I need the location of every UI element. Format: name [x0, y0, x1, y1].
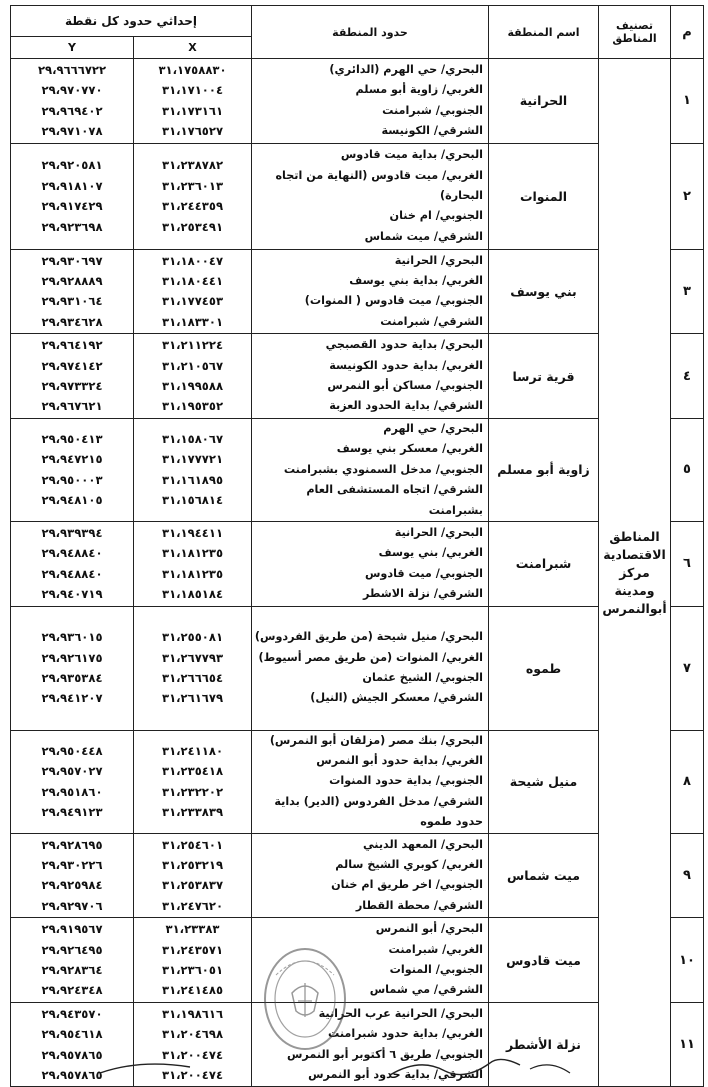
coord-x-value: ٣١،٢٤١١٨٠: [162, 743, 224, 758]
coord-y-value: ٢٩،٩٧٣٣٢٤: [41, 379, 103, 394]
boundaries-cell: [252, 606, 489, 730]
coord-y-value: ٢٩،٩٢٨٦٩٥: [41, 837, 103, 852]
economic-zones-table: [10, 5, 704, 1087]
coord-x-value: ٣١،٢٦٧٧٩٣: [162, 650, 224, 665]
coord-x-value: ٣١،٢٥٣٤٩١: [162, 219, 224, 234]
header-classification: تصنيف المناطق: [599, 6, 671, 59]
boundary-line: الشرقي/ بداية الحدود العزبة: [329, 399, 484, 413]
boundary-line: الغربي/ المنوات (من طريق مصر أسيوط): [258, 650, 484, 664]
boundary-line: الجنوبي/ المنوات: [389, 963, 484, 976]
area-name: ميت شماس: [489, 833, 599, 918]
boundary-line: البحري/ الحرانية: [394, 253, 484, 267]
boundary-line: الغربي/ شبرامنت: [388, 942, 484, 956]
coord-x-value: ٣١،١٨١٢٣٥: [162, 566, 224, 581]
boundary-line: البحري/ حي الهرم (الدائري): [329, 63, 484, 76]
coord-y-value: ٢٩،٩٥٠٤٤٨: [41, 743, 103, 758]
boundary-line: البحري/ بنك مصر (مزلقان أبو النمرس): [269, 733, 484, 747]
coord-x-value: ٣١،١٩٩٥٨٨: [162, 379, 224, 394]
coord-y-value: ٢٩،٩٥١٨٦٠: [41, 784, 103, 799]
boundary-line: الشرقي/ ميت شماس: [364, 229, 484, 243]
coord-x-value: ٣١،١٨٠٠٤٧: [162, 253, 224, 268]
boundary-line: الغربي/ بني يوسف: [378, 546, 484, 560]
boundary-line: الغربي/ كوبري الشيخ سالم: [335, 857, 484, 871]
boundary-line: الجنوبي/ ام خنان: [389, 209, 484, 223]
boundaries-cell: [252, 143, 489, 249]
boundaries-cell: [252, 918, 489, 1003]
classification-cell: المناطق الاقتصادية مركز ومدينة أبوالنمرس: [599, 59, 671, 1087]
coord-y-value: ٢٩،٩٧١٠٧٨: [41, 124, 103, 139]
coord-y-value: ٢٩،٩٢٨٨٨٩: [41, 274, 103, 289]
coord-x-value: ٣١،٢٣٨٧٨٢: [162, 158, 224, 173]
boundary-line: البحري/ بداية ميت قادوس: [340, 148, 484, 162]
coord-y-value: ٢٩،٩٢٦١٧٥: [41, 650, 103, 665]
coord-x-value: ٣١،١٨١٢٣٥: [162, 546, 224, 561]
coord-x-value: ٣١،٢٠٤٦٩٨: [162, 1027, 224, 1042]
row-index: ١٠: [671, 918, 704, 1003]
coord-y-value: ٢٩،٩٣٠٦٩٧: [41, 253, 103, 268]
area-name: طموه: [489, 606, 599, 730]
coord-x-cell: [134, 730, 252, 833]
coord-x-value: ٣١،٢٠٠٤٧٤: [162, 1047, 224, 1062]
coord-x-value: ٣١،٢٣٦٠٥١: [162, 963, 224, 977]
coord-y-cell: [11, 143, 134, 249]
coord-y-value: ٢٩،٩٢٠٥٨١: [41, 158, 103, 173]
coord-y-value: ٢٩،٩١٧٤٢٩: [41, 199, 103, 214]
header-x: X: [134, 37, 252, 59]
header-boundaries: حدود المنطقة: [252, 6, 489, 59]
coord-x-value: ٣١،١٨٠٤٤١: [162, 274, 224, 289]
boundary-line: الجنوبي/ طريق ٦ أكتوبر أبو النمرس: [286, 1047, 484, 1061]
boundary-line: الغربي/ معسكر بني يوسف: [336, 442, 484, 456]
coord-x-value: ٣١،١٧٥٨٨٣٠: [158, 63, 227, 77]
boundary-line: البحري/ بداية حدود القصبجي: [325, 338, 484, 352]
coord-y-value: ٢٩،٩١٩٥٦٧: [41, 922, 103, 937]
coord-y-value: ٢٩،٩٤٣٥٧٠: [41, 1006, 103, 1021]
boundary-line: الغربي/ بداية حدود الكونيسة: [329, 358, 484, 372]
coord-y-cell: [11, 59, 134, 144]
row-index: ٤: [671, 334, 704, 419]
coord-y-value: ٢٩،٩٤٩١٢٣: [41, 804, 103, 819]
coord-x-value: ٣١،٢٥٣٢١٩: [162, 857, 224, 872]
header-index: م: [671, 6, 704, 59]
boundary-line: الشرقي/ الكونيسة: [381, 124, 484, 138]
row-index: ٦: [671, 521, 704, 606]
coord-y-cell: [11, 833, 134, 918]
area-name: بني يوسف: [489, 249, 599, 334]
coord-y-value: ٢٩،٩٣٩٣٩٤: [41, 525, 103, 540]
boundary-line: الجنوبي/ مدخل السمنودي بشبرامنت: [283, 462, 484, 476]
boundary-line: البحري/ المعهد الديني: [362, 837, 484, 851]
coord-x-cell: [134, 249, 252, 334]
coord-y-value: ٢٩،٩٣٠٢٢٦: [41, 857, 103, 872]
header-y: Y: [11, 37, 134, 59]
boundary-line: الغربي/ بداية بني يوسف: [349, 274, 484, 288]
boundaries-cell: [252, 1002, 489, 1087]
header-coordinates: إحداثي حدود كل نقطة: [11, 6, 252, 37]
coord-y-value: ٢٩،٩٤٨٨٤٠: [41, 566, 103, 581]
row-index: ٥: [671, 418, 704, 521]
coord-y-value: ٢٩،٩٢٩٧٠٦: [41, 898, 103, 913]
boundary-line: الجنوبي/ ميت قادوس ( المنوات): [304, 294, 484, 308]
coord-y-value: ٢٩،٩٣٤٦٢٨: [41, 314, 103, 329]
coord-x-value: ٣١،٢٤١٤٨٥: [162, 983, 224, 998]
boundary-line: الشرقي/ معسكر الجيش (النيل): [310, 691, 484, 705]
coord-y-value: ٢٩،٩٥٧٠٢٧: [41, 764, 103, 779]
row-index: ٩: [671, 833, 704, 918]
coord-y-cell: [11, 918, 134, 1003]
coord-x-value: ٣١،١٧٧٧٢١: [162, 452, 224, 467]
coord-x-value: ٣١،١٩٥٣٥٢: [162, 399, 224, 414]
row-index: ١١: [671, 1002, 704, 1087]
coord-y-value: ٢٩،٩٧٠٧٧٠: [41, 83, 103, 98]
boundary-line: البحري/ أبو النمرس: [375, 922, 484, 936]
coord-x-value: ٣١،٢١٠٥٦٧: [162, 358, 224, 373]
row-index: ٣: [671, 249, 704, 334]
coord-x-value: ٣١،٢٥٣٨٣٧: [162, 878, 224, 893]
boundary-line: الجنوبي/ ميت قادوس: [364, 566, 484, 580]
coord-y-value: ٢٩،٩٣٥٣٨٤: [41, 671, 103, 686]
coord-x-value: ٣١،٢١١٢٢٤: [162, 338, 224, 353]
coord-y-value: ٢٩،٩٢٤٣٤٨: [41, 983, 103, 998]
boundaries-cell: [252, 418, 489, 521]
coord-y-value: ٢٩،٩٧٤١٤٢: [41, 358, 103, 373]
coord-y-value: ٢٩،٩٦٤١٩٢: [41, 338, 103, 353]
coord-x-value: ٣١،١٧١٠٠٤: [162, 83, 224, 98]
coord-y-value: ٢٩،٩١٨١٠٧: [41, 178, 103, 193]
boundary-line: الجنوبي/ مساكن أبو النمرس: [327, 379, 484, 393]
coord-x-value: ٣١،٢٤٧٦٢٠: [162, 898, 224, 913]
coord-y-cell: [11, 1002, 134, 1087]
coord-y-value: ٢٩،٩٦٦٦٧٢٢: [37, 63, 107, 77]
document: [10, 5, 703, 1087]
coord-y-value: ٢٩،٩٣٦٠١٥: [41, 630, 103, 645]
boundary-line: الشرقي/ مدخل الفردوس (الدير) بداية حدود طموه: [274, 794, 484, 829]
coord-y-value: ٢٩،٩٣١٠٦٤: [41, 294, 103, 309]
coord-x-value: ٣١،٢٤٣٥٧١: [162, 942, 224, 957]
coord-y-value: ٢٩،٩٦٩٤٠٢: [41, 103, 103, 118]
coord-y-value: ٢٩،٩٤٧٢١٥: [41, 452, 103, 467]
boundaries-cell: [252, 521, 489, 606]
coord-x-cell: [134, 418, 252, 521]
coord-x-value: ٣١،٢٥٥٠٨١: [162, 630, 224, 645]
coord-y-cell: [11, 249, 134, 334]
coord-x-cell: [134, 833, 252, 918]
boundary-line: الغربي/ زاوية أبو مسلم: [355, 83, 484, 97]
coord-y-value: ٢٩،٩٦٧٦٢١: [41, 399, 103, 414]
coord-y-value: ٢٩،٩٤٠٧١٩: [41, 587, 103, 602]
coord-x-value: ٣١،١٩٨٦١٦: [162, 1006, 224, 1021]
coord-x-cell: [134, 143, 252, 249]
coord-y-cell: [11, 418, 134, 521]
area-name: ميت قادوس: [489, 918, 599, 1003]
coord-x-cell: [134, 918, 252, 1003]
coord-x-value: ٣١،١٩٤٤١١: [162, 525, 224, 540]
row-index: ٢: [671, 143, 704, 249]
boundaries-cell: [252, 249, 489, 334]
boundary-line: الجنوبي/ بداية حدود المنوات: [329, 774, 484, 788]
coord-x-value: ٣١،٢٥٤٦٠١: [162, 837, 224, 852]
boundary-line: البحري/ منيل شيحة (من طريق الفردوس): [254, 630, 484, 644]
boundary-line: الشرقي/ اتجاه المستشفى العام بشبرامنت: [306, 483, 484, 517]
boundary-line: البحري/ حي الهرم: [383, 421, 484, 435]
coord-x-value: ٣١،١٧٦٥٢٧: [162, 124, 224, 139]
boundary-line: الشرقي/ بداية حدود أبو النمرس: [308, 1068, 484, 1082]
coord-y-value: ٢٩،٩٤١٢٠٧: [41, 691, 103, 706]
boundaries-cell: [252, 833, 489, 918]
coord-x-value: ٣١،١٥٦٨١٤: [162, 493, 224, 508]
coord-y-value: ٢٩،٩٢٣٦٩٨: [41, 219, 103, 234]
area-name: المنوات: [489, 143, 599, 249]
coord-x-value: ٣١،٢٣٢٢٠٢: [162, 784, 224, 799]
coord-x-value: ٣١،١٧٣١٦١: [162, 103, 224, 118]
area-name: نزلة الأشطر: [489, 1002, 599, 1087]
boundaries-cell: [252, 334, 489, 419]
coord-x-cell: [134, 334, 252, 419]
boundary-line: الشرقي/ محطة القطار: [355, 898, 484, 912]
boundary-line: البحري/ الحرانية عرب الحرانية: [318, 1006, 484, 1020]
boundaries-cell: [252, 59, 489, 144]
boundary-line: الغربي/ بداية حدود شبرامنت: [328, 1027, 484, 1041]
coord-y-value: ٢٩،٩٢٨٣٦٤: [41, 963, 103, 977]
coord-x-value: ٣١،١٦١٨٩٥: [162, 472, 224, 487]
coord-y-value: ٢٩،٩٤٨٨٤٠: [41, 546, 103, 561]
boundary-line: الغربي/ ميت قادوس (النهاية من اتجاه البحارة): [275, 168, 484, 202]
coord-y-value: ٢٩،٩٥٧٨٦٥: [41, 1068, 103, 1083]
boundary-line: الجنوبي/ اخر طريق ام خنان: [331, 878, 484, 892]
boundary-line: الجنوبي/ الشيخ عثمان: [362, 671, 484, 685]
boundaries-cell: [252, 730, 489, 833]
boundary-line: البحري/ الحرانية: [394, 525, 484, 539]
coord-y-value: ٢٩،٩٢٥٩٨٤: [41, 878, 103, 893]
header-area-name: اسم المنطقة: [489, 6, 599, 59]
coord-x-value: ٣١،١٥٨٠٦٧: [162, 432, 224, 447]
coord-x-cell: [134, 1002, 252, 1087]
coord-y-value: ٢٩،٩٥٤٦١٨: [41, 1027, 103, 1042]
coord-y-cell: [11, 521, 134, 606]
coord-x-cell: [134, 521, 252, 606]
boundary-line: الجنوبي/ شبرامنت: [382, 103, 484, 117]
coord-x-value: ٣١،١٨٣٣٠١: [162, 314, 224, 329]
area-name: الحرانية: [489, 59, 599, 144]
coord-y-cell: [11, 730, 134, 833]
coord-x-value: ٣١،٢٤٤٣٥٩: [162, 199, 224, 214]
table-row: [11, 59, 704, 144]
coord-x-value: ٣١،٢٦١٦٧٩: [162, 691, 224, 706]
coord-y-value: ٢٩،٩٥٠٠٠٣: [41, 472, 103, 487]
coord-x-cell: [134, 606, 252, 730]
boundary-line: الشرقي/ مي شماس: [369, 983, 484, 997]
coord-x-value: ٣١،٢٦٦٦٥٤: [162, 671, 224, 686]
coord-x-value: ٣١،٢٠٠٤٧٤: [162, 1068, 224, 1083]
coord-x-value: ٣١،١٨٥١٨٤: [162, 587, 224, 602]
area-name: قرية ترسا: [489, 334, 599, 419]
coord-x-value: ٣١،٢٣٥٤١٨: [162, 764, 224, 779]
coord-y-cell: [11, 334, 134, 419]
coord-x-value: ٣١،٢٣٣٨٣: [165, 922, 220, 937]
coord-y-value: ٢٩،٩٢٦٤٩٥: [41, 942, 103, 957]
boundary-line: الشرقي/ نزلة الاشطر: [362, 587, 484, 601]
boundary-line: الغربي/ بداية حدود أبو النمرس: [316, 753, 484, 767]
coord-y-value: ٢٩،٩٥٧٨٦٥: [41, 1047, 103, 1062]
row-index: ٨: [671, 730, 704, 833]
coord-x-value: ٣١،١٧٧٤٥٣: [162, 294, 224, 309]
coord-y-value: ٢٩،٩٤٨١٠٥: [41, 493, 103, 508]
area-name: زاوية أبو مسلم: [489, 418, 599, 521]
boundary-line: الشرقي/ شبرامنت: [380, 314, 484, 328]
area-name: شبرامنت: [489, 521, 599, 606]
coord-x-value: ٣١،٢٣٣٨٣٩: [162, 804, 224, 819]
area-name: منيل شيحة: [489, 730, 599, 833]
row-index: ٧: [671, 606, 704, 730]
coord-y-cell: [11, 606, 134, 730]
row-index: ١: [671, 59, 704, 144]
coord-x-cell: [134, 59, 252, 144]
coord-x-value: ٣١،٢٣٦٠١٣: [162, 178, 224, 193]
coord-y-value: ٢٩،٩٥٠٤١٣: [41, 432, 103, 447]
